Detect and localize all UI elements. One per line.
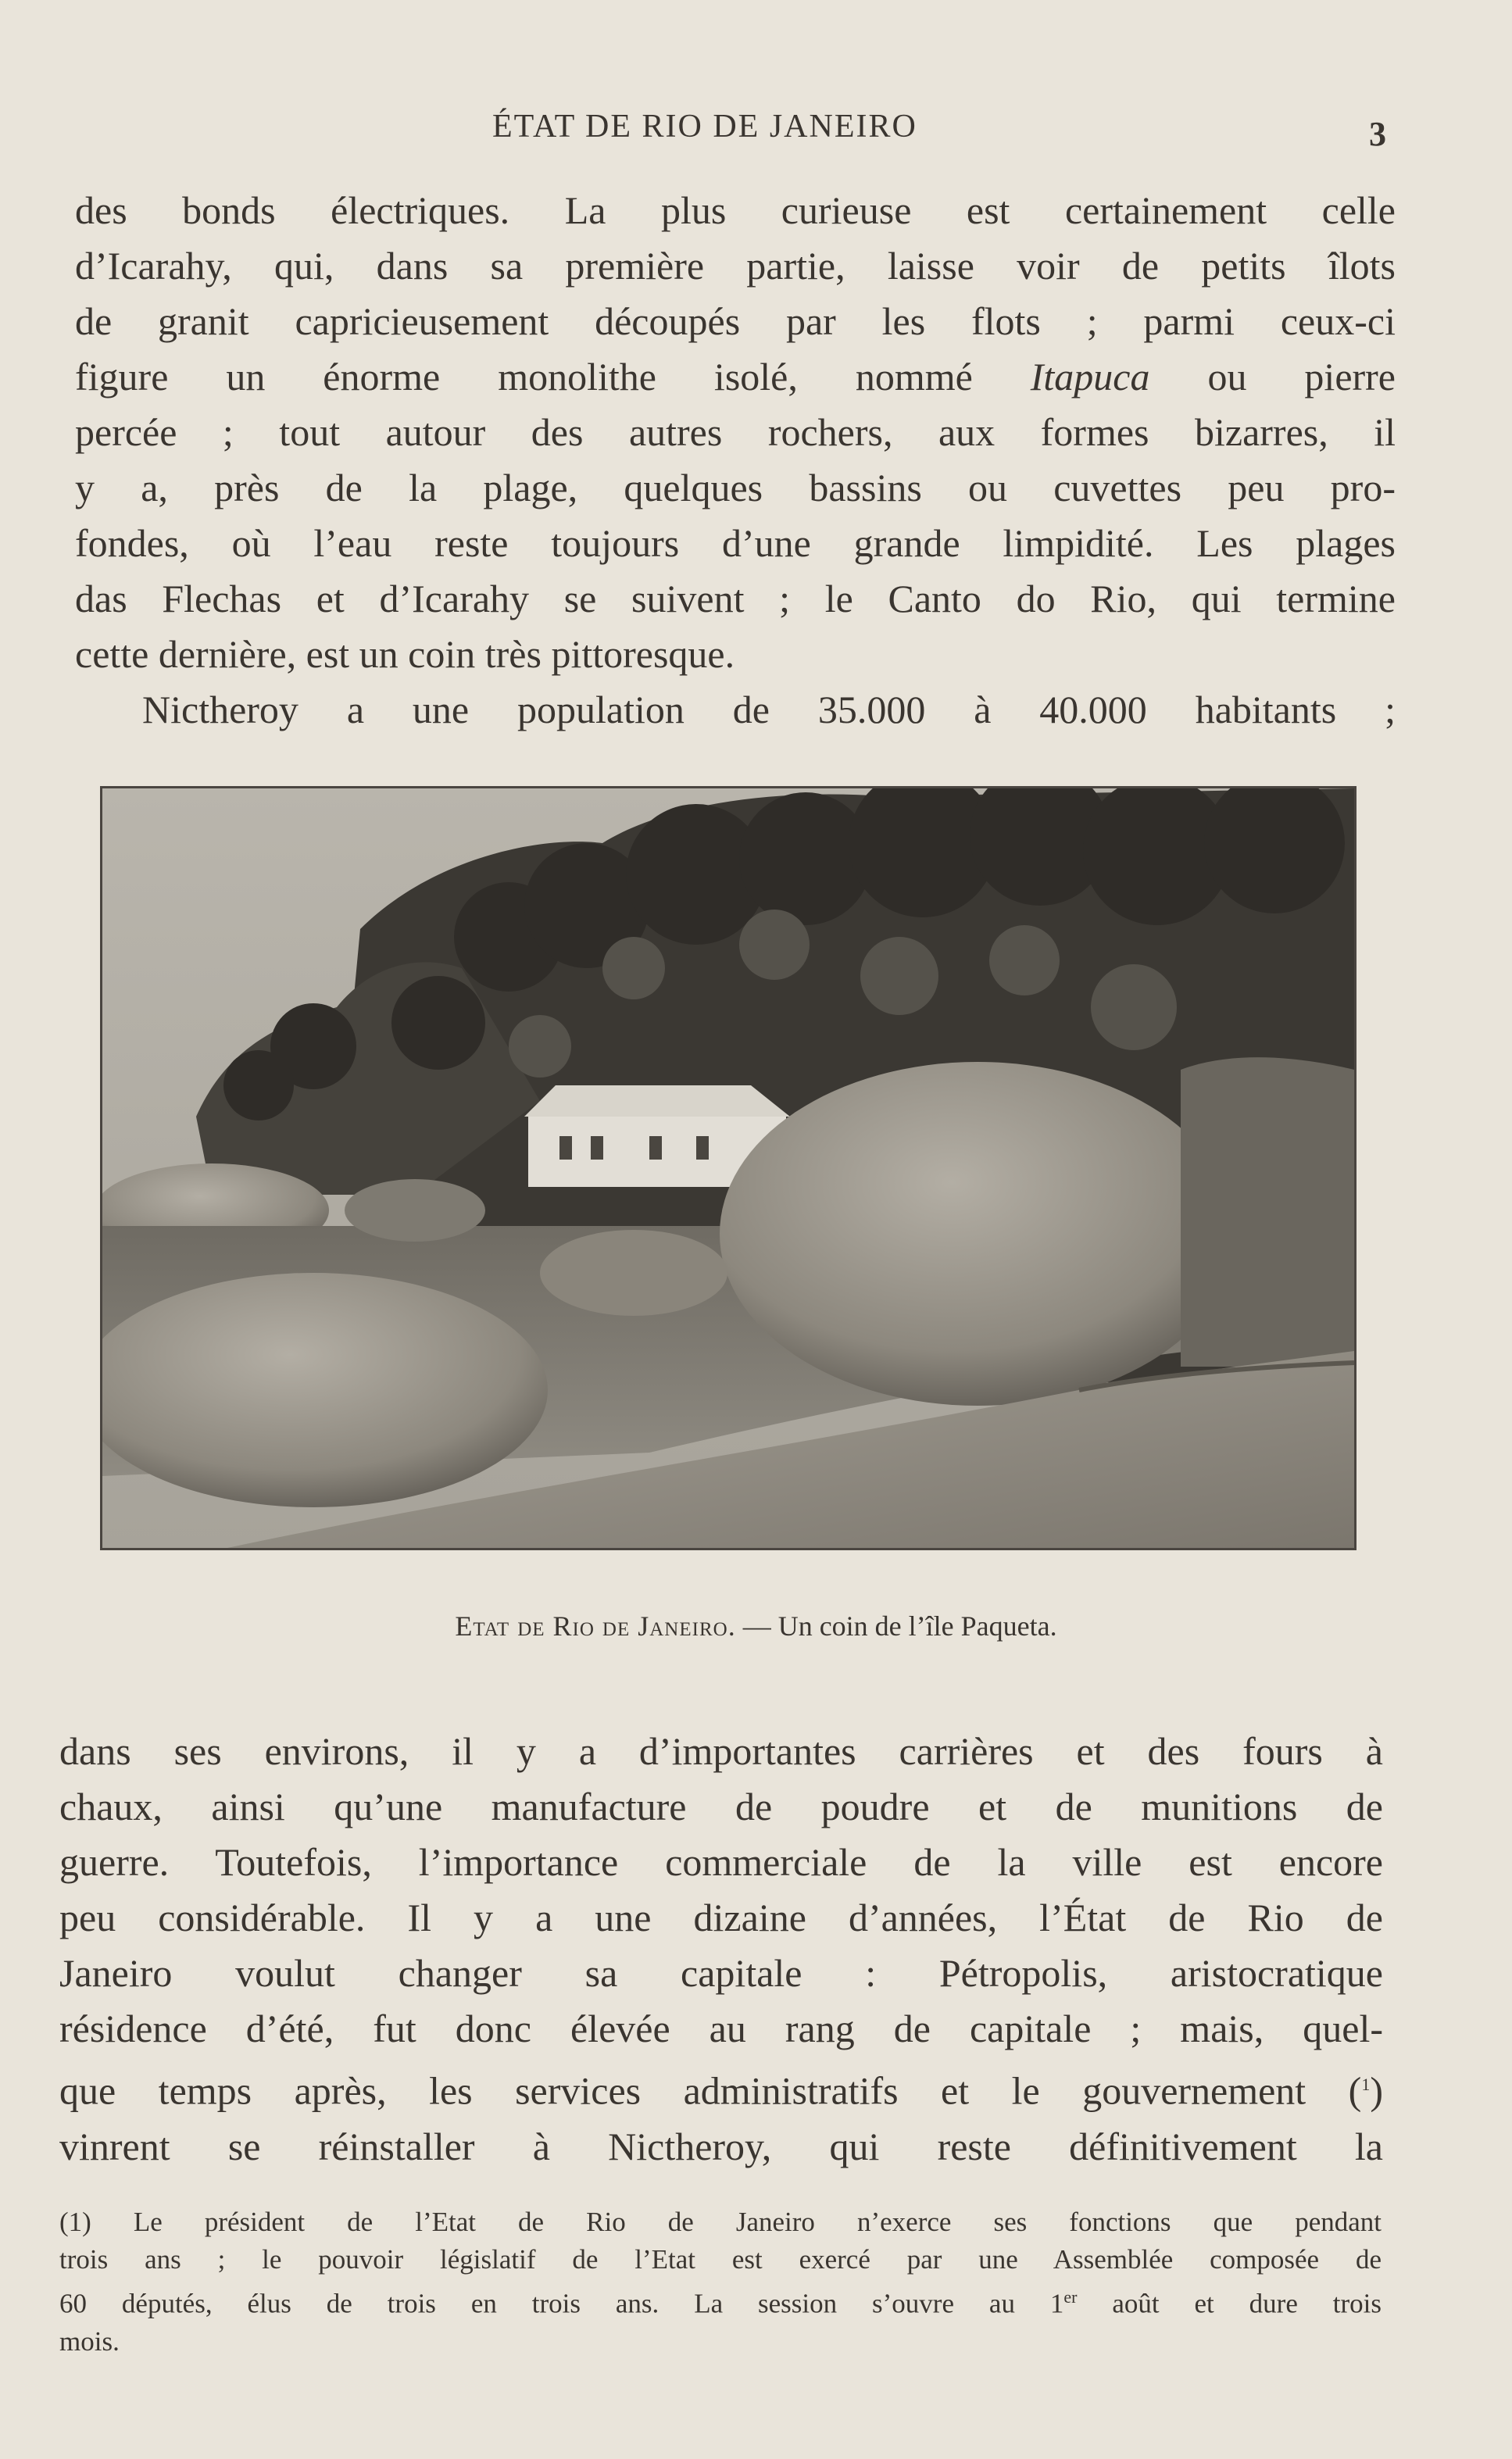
text-line bbox=[75, 349, 1396, 405]
text-line: percée ; tout autour des autres rochers, aux formes bizarres, il bbox=[75, 410, 1396, 454]
footnote-line: trois ans ; le pouvoir législatif de l’Etat est exercé par une Assemblée composée de bbox=[59, 2244, 1382, 2275]
text-line: vinrent se réinstaller à Nictheroy, qui reste définitivement la bbox=[59, 2124, 1383, 2168]
footnote-line: mois. bbox=[59, 2325, 120, 2357]
running-head bbox=[0, 108, 1512, 155]
running-title: ÉTAT DE RIO DE JANEIRO bbox=[492, 109, 917, 145]
footnote-ref: 1 bbox=[1361, 2075, 1371, 2094]
text-line: y a, près de la plage, quelques bassins ou cuvettes peu pro- bbox=[75, 466, 1396, 509]
text-segment: ou pierre bbox=[1149, 355, 1396, 399]
paragraph-bottom bbox=[59, 1724, 1383, 2175]
text-line: fondes, où l’eau reste toujours d’une grande limpidité. Les plages bbox=[75, 521, 1396, 565]
text-line: Nictheroy a une population de 35.000 à 40.000 habitants ; bbox=[142, 688, 1396, 731]
text-line: d’Icarahy, qui, dans sa première partie, laisse voir de petits îlots bbox=[75, 244, 1396, 288]
paragraph-top bbox=[75, 183, 1396, 738]
text-segment: août et dure trois bbox=[1077, 2288, 1382, 2319]
text-segment: ) bbox=[1370, 2068, 1383, 2113]
photograph-illustration bbox=[102, 788, 1354, 1548]
text-segment: figure un énorme monolithe isolé, nommé bbox=[75, 355, 1031, 399]
text-line: peu considérable. Il y a une dizaine d’années, l’État de Rio de bbox=[59, 1896, 1383, 1939]
footnote-line: (1) Le président de l’Etat de Rio de Janeiro n’exerce ses fonctions que pendant bbox=[59, 2207, 1382, 2237]
caption-text: — Un coin de l’île Paqueta. bbox=[735, 1610, 1057, 1642]
text-line: guerre. Toutefois, l’importance commerciale de la ville est encore bbox=[59, 1840, 1383, 1884]
footnote-line bbox=[59, 2279, 1382, 2323]
text-segment: 60 députés, élus de trois en trois ans. La session s’ouvre au 1 bbox=[59, 2288, 1064, 2319]
footnote bbox=[59, 2203, 1382, 2361]
text-line: Janeiro voulut changer sa capitale : Pétropolis, aristocratique bbox=[59, 1951, 1383, 1995]
text-line: dans ses environs, il y a d’importantes carrières et des fours à bbox=[59, 1729, 1383, 1773]
superscript: er bbox=[1063, 2287, 1078, 2307]
emphasis-itapuca: Itapuca bbox=[1030, 355, 1150, 399]
text-line: des bonds électriques. La plus curieuse est certainement celle bbox=[75, 188, 1396, 232]
page-number: 3 bbox=[1369, 115, 1386, 153]
text-line bbox=[59, 2057, 1383, 2119]
text-line: chaux, ainsi qu’une manufacture de poudre et de munitions de bbox=[59, 1785, 1383, 1828]
figure-caption bbox=[0, 1610, 1512, 1642]
caption-place: Etat de Rio de Janeiro. bbox=[455, 1610, 736, 1642]
text-line: de granit capricieusement découpés par les flots ; parmi ceux-ci bbox=[75, 299, 1396, 343]
text-line: cette dernière, est un coin très pittoresque. bbox=[75, 632, 735, 676]
text-line: résidence d’été, fut donc élevée au rang de capitale ; mais, quel- bbox=[59, 2007, 1383, 2050]
text-segment: que temps après, les services administratifs et le gouvernement ( bbox=[59, 2068, 1362, 2113]
photograph-plate bbox=[100, 786, 1357, 1550]
text-line: das Flechas et d’Icarahy se suivent ; le Canto do Rio, qui termine bbox=[75, 577, 1396, 620]
